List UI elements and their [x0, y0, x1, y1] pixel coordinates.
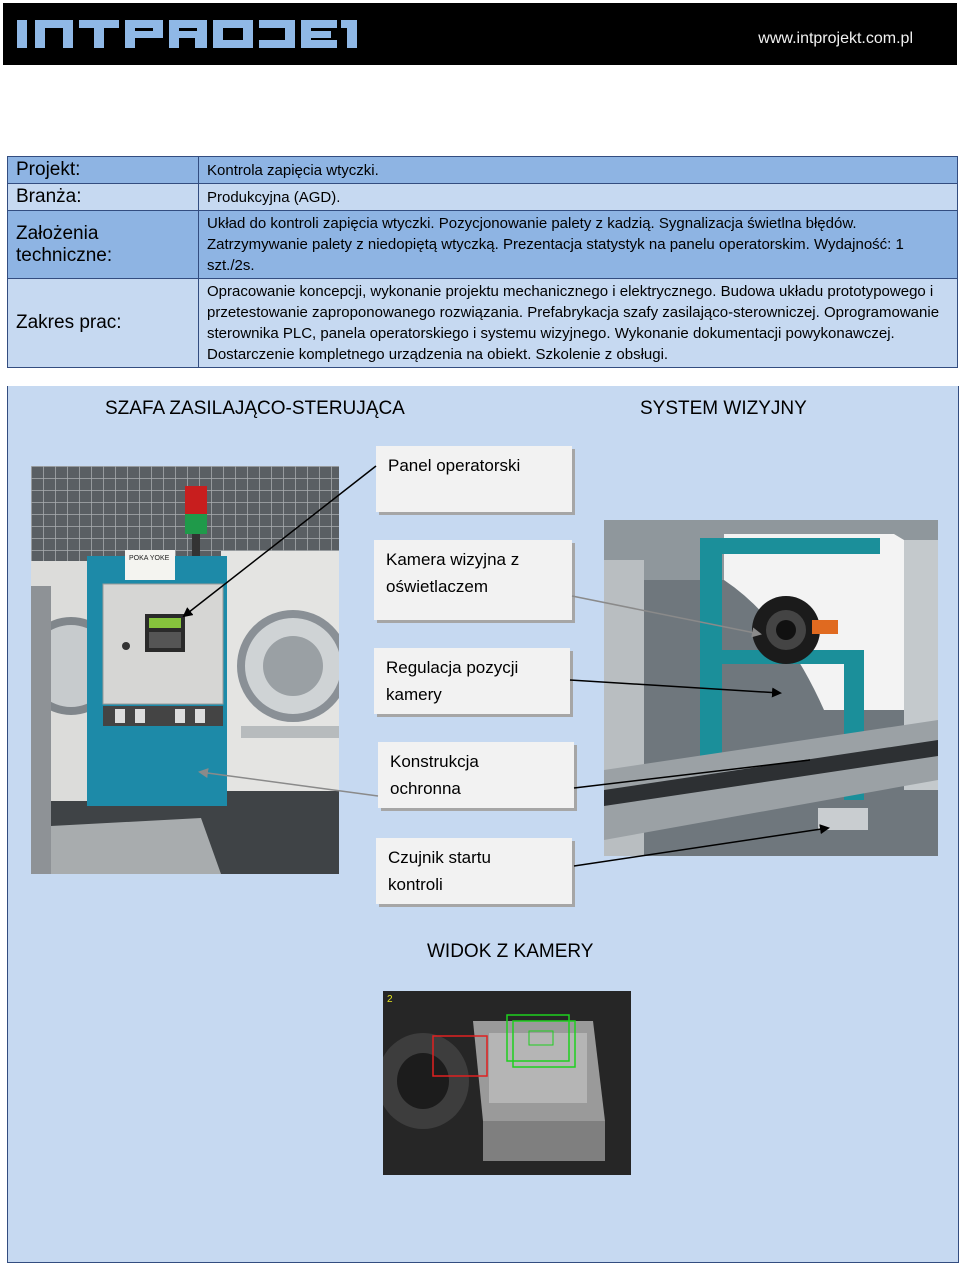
callout-vision-camera-line-1: Kamera wizyjna z — [386, 550, 520, 569]
callout-protective-structure-line-1: Konstrukcja — [390, 752, 479, 771]
project-row — [8, 157, 958, 184]
camera-view-title: WIDOK Z KAMERY — [427, 941, 594, 962]
project-label: Projekt: — [8, 157, 199, 184]
cabinet-photo-image — [31, 466, 339, 874]
scope-value: Opracowanie koncepcji, wykonanie projektu mechanicznego i elektrycznego. Budowa układu prototypowego i przetestowanie zaproponowanego rozwiązania. Prefabrykacja szafy zasilająco-sterowniczej. Oprogramowanie sterownika PLC, panela operatorskiego i systemu wizyjnego. Wykonanie dokumentacji powykonawczej. Dostarczenie kompletnego urządzenia na obiekt. Szkolenie z obsługi. — [199, 279, 958, 368]
camera-view-photo — [383, 991, 631, 1175]
callout-vision-camera-line-2: oświetlaczem — [386, 577, 489, 596]
callout-start-sensor-line-1: Czujnik startu — [388, 848, 491, 867]
company-logo — [17, 17, 357, 51]
project-value: Kontrola zapięcia wtyczki. — [199, 157, 958, 184]
callout-start-sensor — [376, 838, 572, 904]
assumptions-label-line-1: Założenia — [16, 222, 99, 244]
assumptions-label — [8, 211, 199, 279]
scope-row — [8, 279, 958, 368]
callout-camera-position — [374, 648, 570, 714]
assumptions-row — [8, 211, 958, 279]
camera-view-image — [383, 991, 631, 1175]
vision-section-title: SYSTEM WIZYJNY — [640, 398, 807, 419]
cabinet-section-title: SZAFA ZASILAJĄCO-STERUJĄCA — [105, 398, 405, 419]
assumptions-label-line-2: techniczne: — [16, 244, 113, 266]
industry-row — [8, 184, 958, 211]
callout-operator-panel — [376, 446, 572, 512]
cabinet-photo — [31, 466, 339, 874]
callout-vision-camera — [374, 540, 572, 620]
vision-system-photo — [604, 520, 938, 856]
callout-protective-structure-line-2: ochronna — [390, 779, 461, 798]
camera-view-number: 2 — [387, 994, 393, 1005]
vision-system-image — [604, 520, 938, 856]
page-header — [3, 3, 957, 65]
callout-operator-panel-line-1: Panel operatorski — [388, 456, 521, 475]
callout-start-sensor-line-2: kontroli — [388, 875, 443, 894]
callout-camera-position-line-1: Regulacja pozycji — [386, 658, 519, 677]
scope-label: Zakres prac: — [8, 279, 199, 368]
website-link[interactable]: www.intprojekt.com.pl — [758, 30, 913, 47]
industry-value: Produkcyjna (AGD). — [199, 184, 958, 211]
callout-camera-position-line-2: kamery — [386, 685, 442, 704]
project-info-table — [7, 156, 958, 368]
industry-label: Branża: — [8, 184, 199, 211]
poka-yoke-label: POKA YOKE — [129, 555, 170, 562]
assumptions-value: Układ do kontroli zapięcia wtyczki. Pozycjonowanie palety z kadzią. Sygnalizacja świetlna błędów. Zatrzymywanie palety z niedopiętą wtyczką. Prezentacja statystyk na panelu operatorskim. Wydajność: 1 szt./2s. — [199, 211, 958, 279]
callout-protective-structure — [378, 742, 574, 808]
